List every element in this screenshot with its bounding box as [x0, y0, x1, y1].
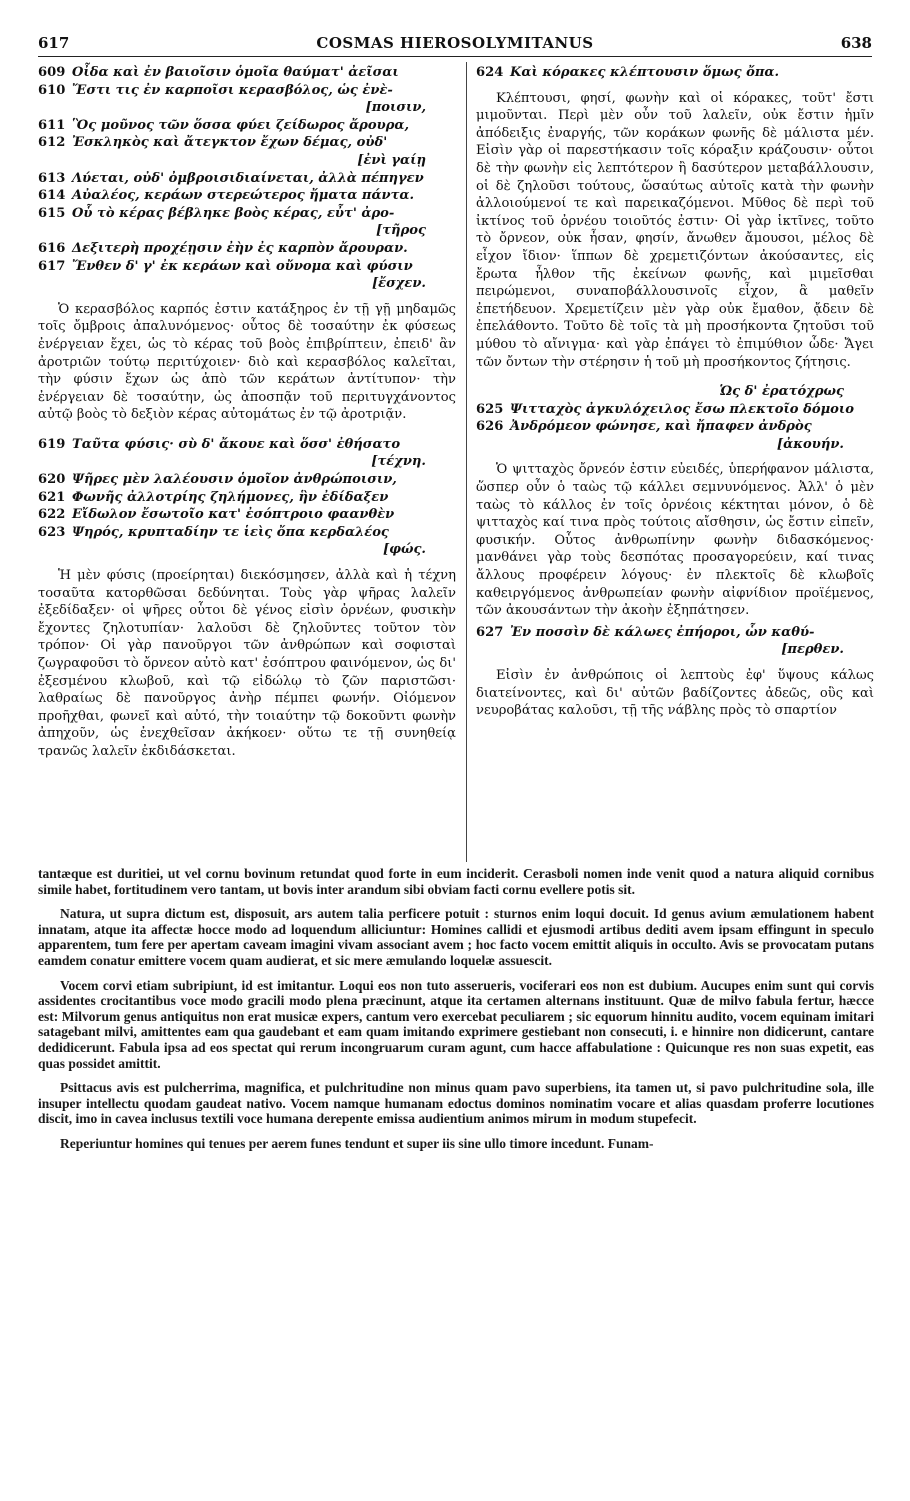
verse-number: 620: [38, 472, 66, 488]
scholion-ravens: Κλέπτουσι, φησί, φωνὴν καὶ οἱ κόρακες, τοῦτ' ἔστι μιμοῦνται. Περὶ μὲν οὖν τοῦ λαλεῖν, οὐκ ἔστιν ἡμῖν ἀπόδειξις ἐναργής, τῶν κοράκων φωνῆς δὲ μάλιστα μέν. Εἰσὶν γὰρ οἱ παρεστήκασιν τοῖς κόραξιν κράζουσιν· οὗτοι δὲ τὴν φωνὴν εἰς λεπτότερον ἢ δασύτερον μεταβάλλουσιν, οἱ δὲ ζηλοῦσι τούτους, ὥσαύτως αὐτοῖς κατὰ τὴν φωνὴν ἀλλοιούμενοί τε καὶ παρεικαζόμενοι. Μῦθος δὲ περὶ τοῦ ἰκτίνος τοῦ ὀρνέου τοιοῦτός ἐστιν· Οἱ γὰρ ἰκτῖνες, τοῦτο τὸ ὄρνεον, οὐκ ἦσαν, φησίν, ἄνωθεν ἄμουσοι, μέλος δὲ εἶχον ἴδιον· ἵππων δὲ χρεμετιζόντων ἀκούσαντες, εἰς ἔρωτα ἦλθον τῆς ἐκείνων φωνῆς, καὶ μιμεῖσθαι πειρώμενοι, συναποβάλλουσινοῖς εἶχον, ἃ μαθεῖν ἐπετήδευον. Χρεμετίζειν μὲν γὰρ οὐκ ἔμαθον, ᾄδειν δὲ ἐπελάθοντο. Τοῦτο δὲ τοῖς τὰ μὴ προσήκοντα ζητοῦσι τοῦ μύθου τὸ αἴνιγμα· καὶ γὰρ ἐπάγει τὸ ἐπιμύθιον ὧδε· Ἄγει τῶν ὄντων τὴν στέρησιν ἡ τοῦ μὴ προσήκοντος ζήτησις.: [476, 90, 874, 370]
verse-text: Ψηρός, κρυπταδίην τε ἱεὶς ὄπα κερδαλέος: [72, 524, 389, 540]
latin-paragraph: Psittacus avis est pulcherrima, magnifica, et pulchritudine non minus quam pavo superbiens, ita tamen ut, si pavo pulchritudine sola, ille insuper intellectu quodam gaudeat nativo. Vocem namque humanam edoctus dominos nominatim vocare et alias quasdam proferre locutiones discit, imo in cavea inclusus textili voce humana derepente emissa audientium animos mirum in modum stupefecit.: [38, 1080, 874, 1127]
verse-text: Οἶδα καὶ ἐν βαιοῖσιν ὁμοῖα θαύματ' ἀεῖσαι: [72, 65, 399, 80]
verse-text: Καὶ κόρακες κλέπτουσιν ὅμως ὄπα.: [510, 65, 780, 80]
verse-line: [38, 134, 456, 152]
verse-line: [476, 624, 874, 642]
left-greek-column: [38, 64, 456, 765]
verse-continuation: [τῆρος: [376, 223, 426, 239]
running-header: [38, 34, 872, 57]
verse-continuation: [περθεν.: [781, 642, 844, 658]
verse-line: [38, 258, 456, 276]
verse-line: [38, 240, 456, 258]
verse-line: [476, 401, 874, 419]
verse-line: [476, 64, 874, 82]
verses-619-623: [38, 436, 456, 559]
verse-text: Ψῆρες μὲν λαλέουσιν ὁμοῖον ἀνθρώποισιν,: [72, 472, 397, 488]
left-page-number: 617: [38, 34, 70, 52]
verse-text: Λύεται, οὐδ' ὀμβροισιδιαίνεται, ἀλλὰ πέπηγεν: [72, 170, 424, 186]
verse-continuation: [ἀκουήν.: [776, 436, 844, 452]
verse-text: Ἐσκληκὸς καὶ ἄτεγκτον ἔχων δέμας, οὐδ': [72, 135, 388, 151]
verses-625-626: [476, 383, 874, 453]
verse-number: 619: [38, 436, 66, 452]
verse-text: Ἔστι τις ἐν καρποῖσι κερασβόλος, ὡς ἐνὲ-: [72, 82, 393, 98]
verse-number: 609: [38, 65, 66, 80]
verse-number: 625: [476, 401, 504, 417]
latin-paragraph: Vocem corvi etiam subripiunt, id est imitantur. Loqui eos non tuto asserueris, vociferari eos non est dubium. Aucupes enim sunt qui corvis assidentes crocitantibus voce modo gracili modo plena præcinunt, atque ita certamen alternans instituunt. Quæ de milvo fabula fertur, hæcce est: Milvorum genus antiquitus non erat musicæ expers, cantum vero exercebat peculiarem ; sic equorum hinnitu audito, vocem equinam imitari satagebant milvi, amittentes eam qua gaudebant et eam quam imitando exprimere gestiebant non consecuti, i. e hinnire non didicerunt, cantare dedidicerunt. Fabula ipsa ad eos spectat qui rerum incongruarum curam agunt, cum hacce affabulatione : Quicunque res non suas expetit, eas quas possidet amittit.: [38, 977, 874, 1071]
verse-line: [38, 489, 456, 507]
verse-number: 626: [476, 419, 504, 435]
latin-paragraph: tantæque est duritiei, ut vel cornu bovinum retundat quod forte in eum inciderit. Cerasboli nomen inde venit quod a natura aliquid cornibus simile habet, fortitudinem vero tantam, ut bovis inter arandum sibi obviam facti cornu evellere potis sit.: [38, 866, 874, 897]
verse-continuation: [ἔσχεν.: [371, 276, 426, 292]
verse-line: [38, 436, 456, 454]
verse-number: 627: [476, 624, 504, 640]
verse-number: 617: [38, 258, 66, 274]
verse-number: 613: [38, 170, 66, 186]
right-page-number: 638: [840, 34, 872, 52]
verse-number: 612: [38, 135, 66, 151]
verse-text: Ψιτταχὸς ἀγκυλόχειλος ἔσω πλεκτοῖο δόμοιο: [510, 401, 854, 417]
verse-number: 611: [38, 117, 66, 133]
verse-text: Ἀνδρόμεον φώνησε, καὶ ἤπαφεν ἀνδρὸς: [510, 419, 812, 435]
verse-number: 615: [38, 205, 66, 221]
verse-continuation: Ὡς δ' ἐρατόχρως: [719, 384, 844, 400]
verse-number: 624: [476, 65, 504, 80]
verse-text: Ἔνθεν δ' γ' ἐκ κεράων καὶ οὔνομα καὶ φύσιν: [72, 258, 413, 274]
verse-627: [476, 624, 874, 659]
verse-line: [38, 82, 456, 100]
latin-paragraph: Natura, ut supra dictum est, disposuit, ars autem talia perficere potuit : sturnos enim loqui docuit. Id genus avium æmulationem habent innatam, atque ita affectæ hocce modo ad loquendum alliciuntur: Homines callidi et ejusmodi artibus dediti avem ipsam effingunt in speculo apparentem, tum fere per apertam caveam imagini vivam associant avem ; hoc facto vocem emittit aliquis in occulto. Avis se provocatam putans eamdem conatur emittere vocem quam audierat, et sic mere æmulando loquelæ assuescit.: [38, 906, 874, 968]
verse-text: Φωνῆς ἀλλοτρίης ζηλήμονες, ἣν ἐδίδαξεν: [72, 489, 389, 505]
verse-line: [38, 117, 456, 135]
verse-continuation: [ἐνὶ γαίῃ: [357, 152, 426, 168]
latin-translation: [38, 866, 874, 1152]
verse-number: 622: [38, 507, 66, 523]
verse-number: 614: [38, 188, 66, 204]
verse-continuation: [τέχνη.: [371, 454, 426, 470]
verse-line: [476, 418, 874, 436]
verse-text: Εἴδωλον ἔσωτοῖο κατ' ἐσόπτροιο φαανθὲν: [72, 507, 395, 523]
verse-line: [38, 524, 456, 542]
verse-number: 623: [38, 524, 66, 540]
verse-number: 621: [38, 489, 66, 505]
verse-line: [38, 205, 456, 223]
right-greek-column: [476, 64, 874, 724]
verse-line: [38, 506, 456, 524]
verse-line: [38, 471, 456, 489]
verse-text: Αὐαλέος, κεράων στερεώτερος ἤματα πάντα.: [72, 188, 415, 204]
verse-text: Ἐν ποσσὶν δὲ κάλωες ἐπήοροι, ὧν καθύ-: [510, 624, 815, 640]
running-title: COSMAS HIEROSOLYMITANUS: [316, 34, 594, 52]
verse-text: Δεξιτερὴ προχέῃσιν ἐὴν ἐς καρπὸν ἄρουραν.: [72, 240, 408, 256]
scholion-starlings: Ἡ μὲν φύσις (προείρηται) διεκόσμησεν, ἀλλὰ καὶ ἡ τέχνη τοσαῦτα κατορθῶσαι δεδύνηται. Τοὺς γὰρ ψῆρας λαλεῖν ἐξεδίδαξεν· οἱ ψῆρες οὗτοι δὲ γένος εἰσὶν ὀρνέων, φυσικὴν ἔχοντες ζηλοτυπίαν· λαλοῦσι δὲ ζηλοῦντες τοῦτον τὸν τρόπον· Οἱ γὰρ πανοῦργοι τῶν ἀνθρώπων καὶ σοφισταὶ ζωγραφοῦσι τὸ ὄρνεον αὐτὸ κατ' ἐσόπτρου φαινόμενον, ὡς δι' ἐξεσμένου κλωβοῦ, καὶ τῷ εἰδώλῳ τὸ ζῶν παριστῶσι· λαθραίως δὲ πανοῦργος ἀνὴρ πέμπει φωνήν. Οἰόμενον προῆχθαι, φωνεῖ καὶ αὐτό, τὴν τοιαύτην τῷ δοκοῦντι φωνὴν ἀπηχοῦν, ὡς ἐνεχθεῖσαν ἀκήκοεν· οὕτω τε τῇ συνηθείᾳ τρανῶς λαλεῖν ἐκδιδάσκεται.: [38, 568, 456, 759]
verse-text: Ταῦτα φύσις· σὺ δ' ἄκουε καὶ ὅσσ' ἐθήσατο: [72, 436, 401, 452]
scholion-parrot: Ὁ ψιτταχὸς ὄρνεόν ἐστιν εὐειδές, ὑπερήφανον μάλιστα, ὥσπερ οὖν ὁ ταὼς τῷ κάλλει σεμνυνόμενος. Ἀλλ' ὁ μὲν ταὼς τὸ κάλλος ἐν τοῖς ὀρνέοις κέκτηται μόνον, ὁ δὲ ψιτταχὸς καί τινα πρὸς τούτοις αἴσθησιν, ὡς ἔστιν εἰπεῖν, φυσικήν. Οὗτος ἀνθρωπίνην φωνὴν διδασκόμενος· μανθάνει γὰρ τοὺς δεσπότας προσαγορεύειν, καί τινας ἄλλους προφέρειν λόγους· ἐν πλεκτοῖς δὲ κλωβοῖς καθειργόμενος ἀνθρωπείαν φωνὴν αἰφνίδιον προϊέμενος, τῶν ἀκουσάντων τὴν ἀκοὴν ἐξηπάτησεν.: [476, 462, 874, 619]
verse-line: [38, 170, 456, 188]
verses-609-617: [38, 64, 456, 293]
verse-624: [476, 64, 874, 82]
verse-number: 616: [38, 240, 66, 256]
scholion-ropewalkers: Εἰσὶν ἐν ἀνθρώποις οἱ λεπτοὺς ἐφ' ὕψους κάλως διατείνοντες, καὶ δι' αὐτῶν βαδίζοντες ἀδεῶς, οὓς καὶ νευροβάτας καλοῦσι, τῇ τῆς νάβλης πρὸς τὸ σπαρτίον: [476, 668, 874, 719]
column-divider: [466, 62, 467, 862]
verse-continuation: [ποισιν,: [365, 100, 426, 116]
verse-line: [38, 64, 456, 82]
verse-text: Ὃς μοῦνος τῶν ὅσσα φύει ζείδωρος ἄρουρα,: [72, 117, 410, 133]
verse-continuation: [φώς.: [382, 542, 426, 558]
verse-text: Οὗ τὸ κέρας βέβληκε βοὸς κέρας, εὖτ' ἀρο-: [72, 205, 395, 221]
verse-number: 610: [38, 82, 66, 98]
verse-line: [38, 187, 456, 205]
latin-paragraph: Reperiuntur homines qui tenues per aerem funes tendunt et super iis sine ullo timore incedunt. Funam-: [60, 1135, 654, 1151]
scholion-kerasbolos: Ὁ κερασβόλος καρπός ἐστιν κατάξηρος ἐν τῇ γῇ μηδαμῶς τοῖς ὄμβροις ἀπαλυνόμενος· οὗτος δὲ τοσαύτην ἐκ φύσεως ἐνέργειαν ἔχει, ὡς τὸ κέρας τοῦ βοὸς ἐπιβρίπτειν, ἐπειδ' ἂν ἀροτριῶν τούτῳ περιτύχοιεν· διὸ καὶ κερασβόλος καλεῖται, τὴν φύσιν ἔχων ὡς ἀπὸ τῶν κεράτων ἀντίτυπον· τὴν ἐνέργειαν δὲ τοσαύτην, ὡς ἀποσπᾷν τοῦ περιτυγχάνοντος αὐτῷ βοὸς τὸ δεξιὸν κέρας αὐτομάτως ἐν τῷ ἀροτριᾷν.: [38, 301, 456, 423]
